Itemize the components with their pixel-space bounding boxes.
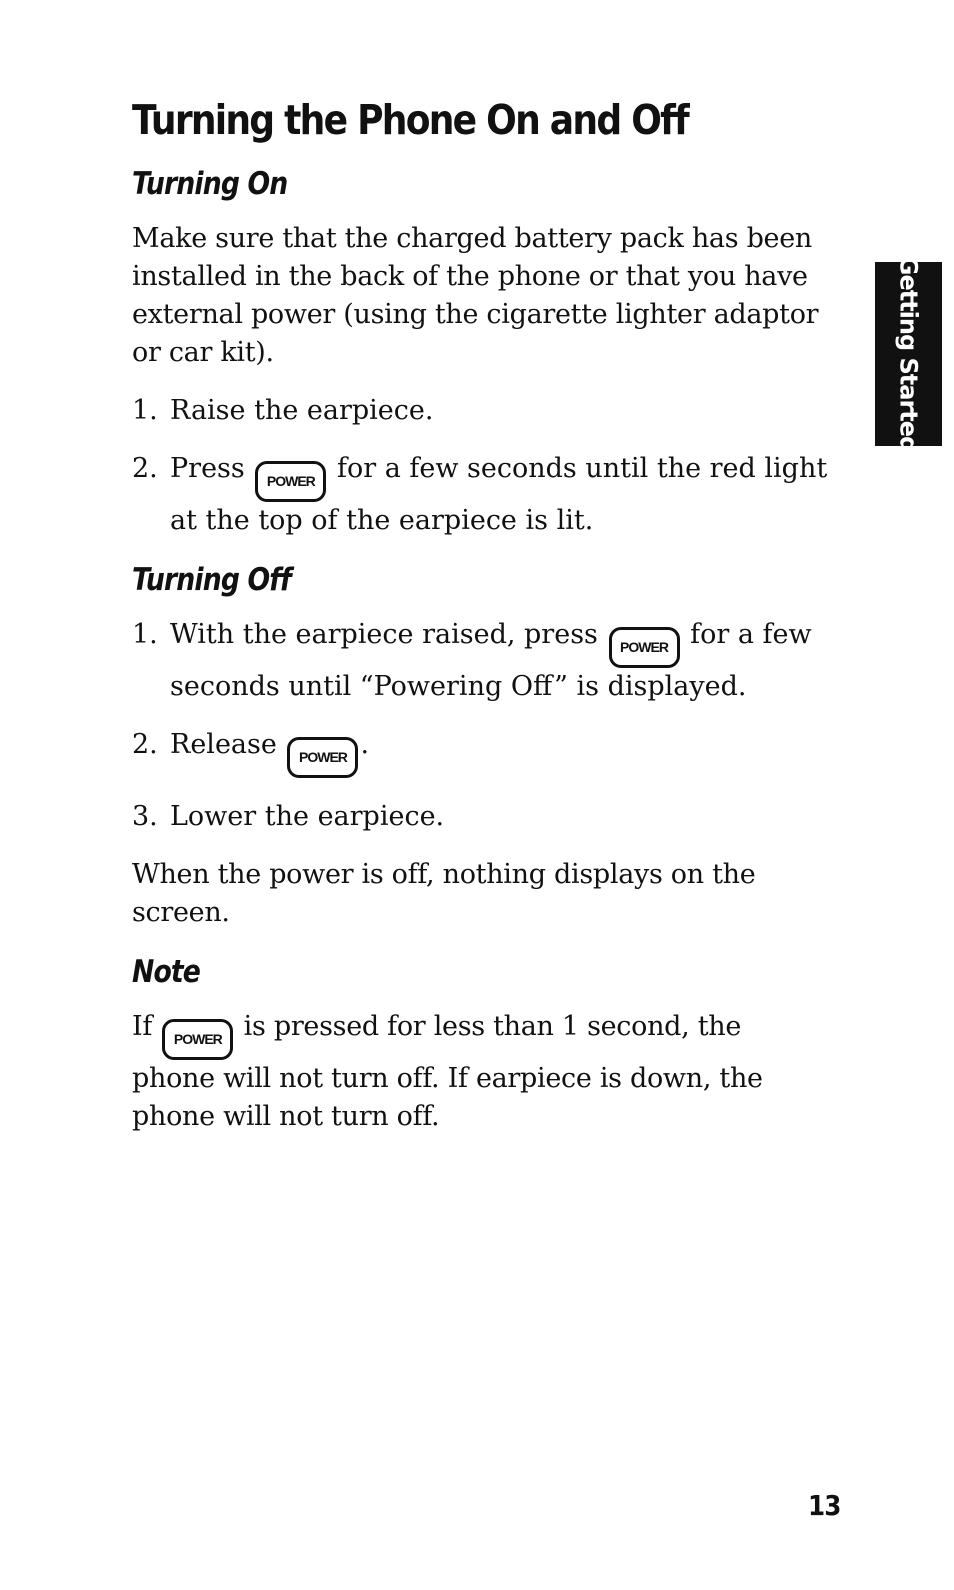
step-number: 3. (132, 801, 158, 832)
turning-on-step-1 (132, 392, 832, 430)
step-text-before: Press (170, 453, 245, 484)
turning-on-intro: Make sure that the charged battery pack has been installed in the back of the phone or that you have external power (using the cigarette lighter adaptor or car kit). (132, 223, 819, 368)
section-side-tab (875, 255, 942, 453)
turning-off-closing: When the power is off, nothing displays on the screen. (132, 859, 756, 928)
power-key-icon: POWER (609, 627, 680, 668)
step-text: Lower the earpiece. (170, 801, 445, 832)
turning-on-heading: Turning On (132, 166, 288, 202)
page-title: Turning the Phone On and Off (132, 96, 688, 144)
note-text-before: If (132, 1011, 153, 1042)
step-number: 1. (132, 395, 158, 426)
turning-off-steps (132, 616, 832, 836)
power-key-icon: POWER (287, 737, 358, 778)
page-content (132, 92, 832, 1156)
turning-off-heading: Turning Off (132, 562, 291, 598)
step-text: Raise the earpiece. (170, 395, 434, 426)
step-text-before: With the earpiece raised, press (170, 619, 598, 650)
turning-on-step-2 (132, 450, 832, 540)
step-text-before: Release (170, 729, 277, 760)
turning-on-section (132, 164, 832, 540)
power-key-icon: POWER (162, 1019, 233, 1060)
step-number: 1. (132, 619, 158, 650)
turning-off-step-2 (132, 726, 832, 778)
step-number: 2. (132, 729, 158, 760)
section-side-tab-label: Getting Started (894, 255, 923, 453)
turning-off-step-1 (132, 616, 832, 706)
turning-off-step-3 (132, 798, 832, 836)
note-text (132, 1008, 832, 1136)
note-section (132, 952, 832, 1136)
note-heading: Note (132, 954, 201, 990)
step-number: 2. (132, 453, 158, 484)
note-text-after: is pressed for less than 1 second, the phone will not turn off. If earpiece is down, the phone will not turn off. (132, 1011, 763, 1132)
step-text-after: for a few seconds until “Powering Off” is displayed. (170, 619, 812, 702)
turning-off-section (132, 560, 832, 932)
turning-on-steps (132, 392, 832, 540)
power-key-icon: POWER (255, 461, 326, 502)
step-text-after: . (360, 729, 370, 760)
step-text-after: for a few seconds until the red light at the top of the earpiece is lit. (170, 453, 828, 536)
page-number: 13 (808, 1489, 841, 1522)
